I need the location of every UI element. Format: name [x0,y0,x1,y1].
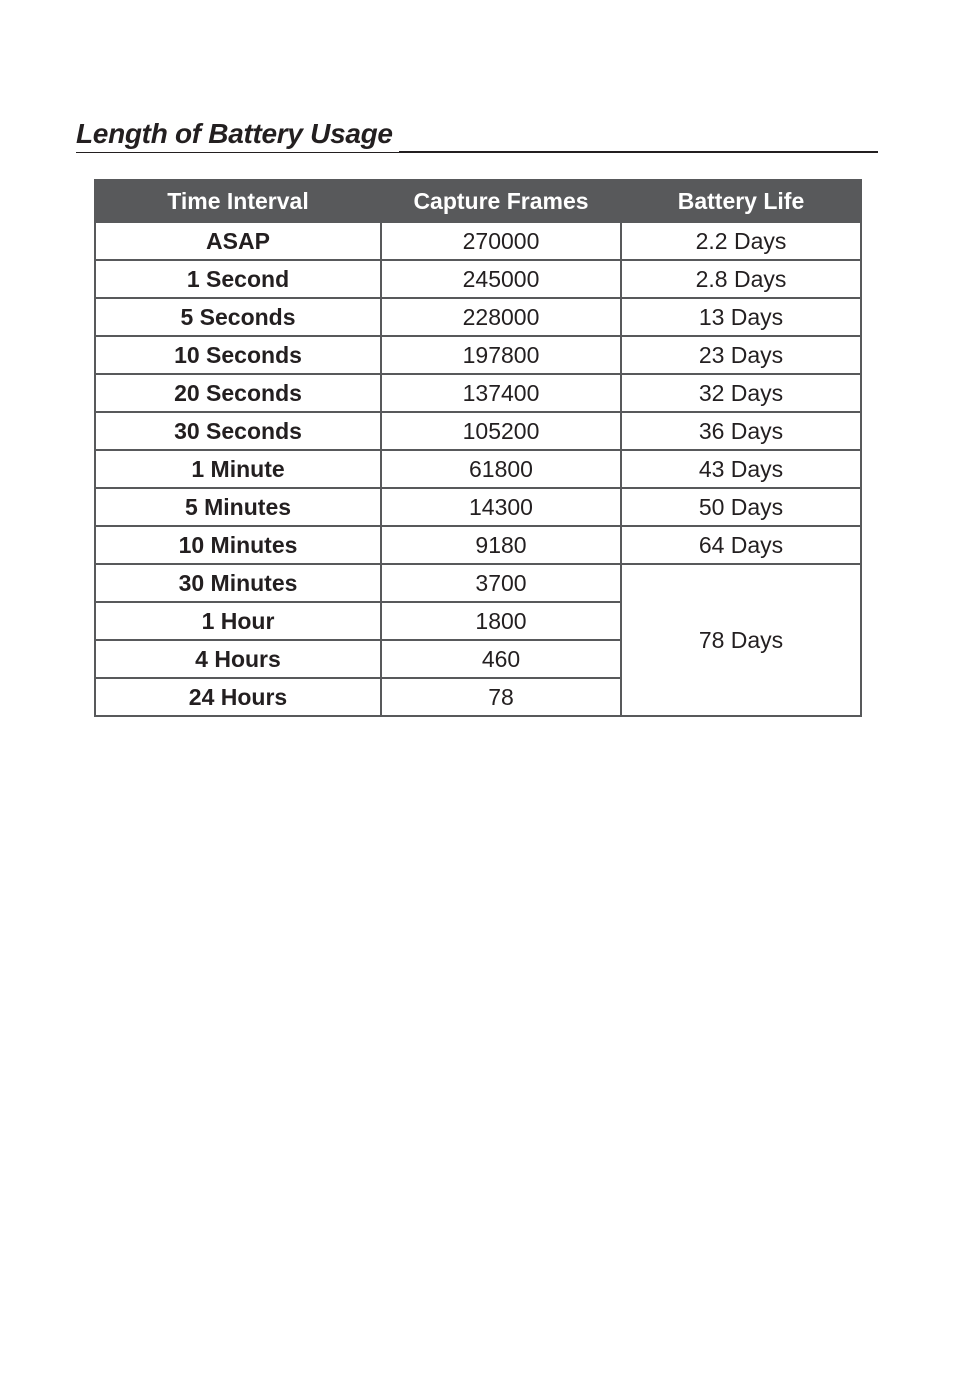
frames-cell: 3700 [381,564,621,602]
battery-cell-merged: 78 Days [621,564,861,716]
frames-cell: 137400 [381,374,621,412]
frames-cell: 14300 [381,488,621,526]
interval-cell: 10 Minutes [95,526,381,564]
frames-cell: 61800 [381,450,621,488]
table-header-row [95,180,861,222]
table-row [95,412,861,450]
interval-cell: 1 Minute [95,450,381,488]
interval-cell: 5 Minutes [95,488,381,526]
interval-cell: 30 Seconds [95,412,381,450]
table-row [95,564,861,602]
page-title: Length of Battery Usage [76,116,399,152]
battery-usage-table [94,179,862,717]
interval-cell: 24 Hours [95,678,381,716]
table-row [95,450,861,488]
header-time-interval: Time Interval [95,180,381,222]
interval-cell: 20 Seconds [95,374,381,412]
table-row [95,488,861,526]
interval-cell: 1 Second [95,260,381,298]
frames-cell: 105200 [381,412,621,450]
table-row [95,374,861,412]
table-row [95,526,861,564]
battery-cell: 2.2 Days [621,222,861,260]
interval-cell: 30 Minutes [95,564,381,602]
interval-cell: 10 Seconds [95,336,381,374]
interval-cell: ASAP [95,222,381,260]
frames-cell: 228000 [381,298,621,336]
section-heading [76,116,878,153]
table-row [95,222,861,260]
table-row [95,336,861,374]
interval-cell: 1 Hour [95,602,381,640]
header-capture-frames: Capture Frames [381,180,621,222]
battery-cell: 43 Days [621,450,861,488]
battery-cell: 64 Days [621,526,861,564]
frames-cell: 270000 [381,222,621,260]
header-battery-life: Battery Life [621,180,861,222]
frames-cell: 197800 [381,336,621,374]
battery-cell: 23 Days [621,336,861,374]
interval-cell: 5 Seconds [95,298,381,336]
frames-cell: 245000 [381,260,621,298]
frames-cell: 1800 [381,602,621,640]
battery-cell: 32 Days [621,374,861,412]
frames-cell: 9180 [381,526,621,564]
table-row [95,260,861,298]
battery-cell: 2.8 Days [621,260,861,298]
battery-cell: 36 Days [621,412,861,450]
frames-cell: 78 [381,678,621,716]
interval-cell: 4 Hours [95,640,381,678]
battery-cell: 50 Days [621,488,861,526]
frames-cell: 460 [381,640,621,678]
table-row [95,298,861,336]
battery-cell: 13 Days [621,298,861,336]
